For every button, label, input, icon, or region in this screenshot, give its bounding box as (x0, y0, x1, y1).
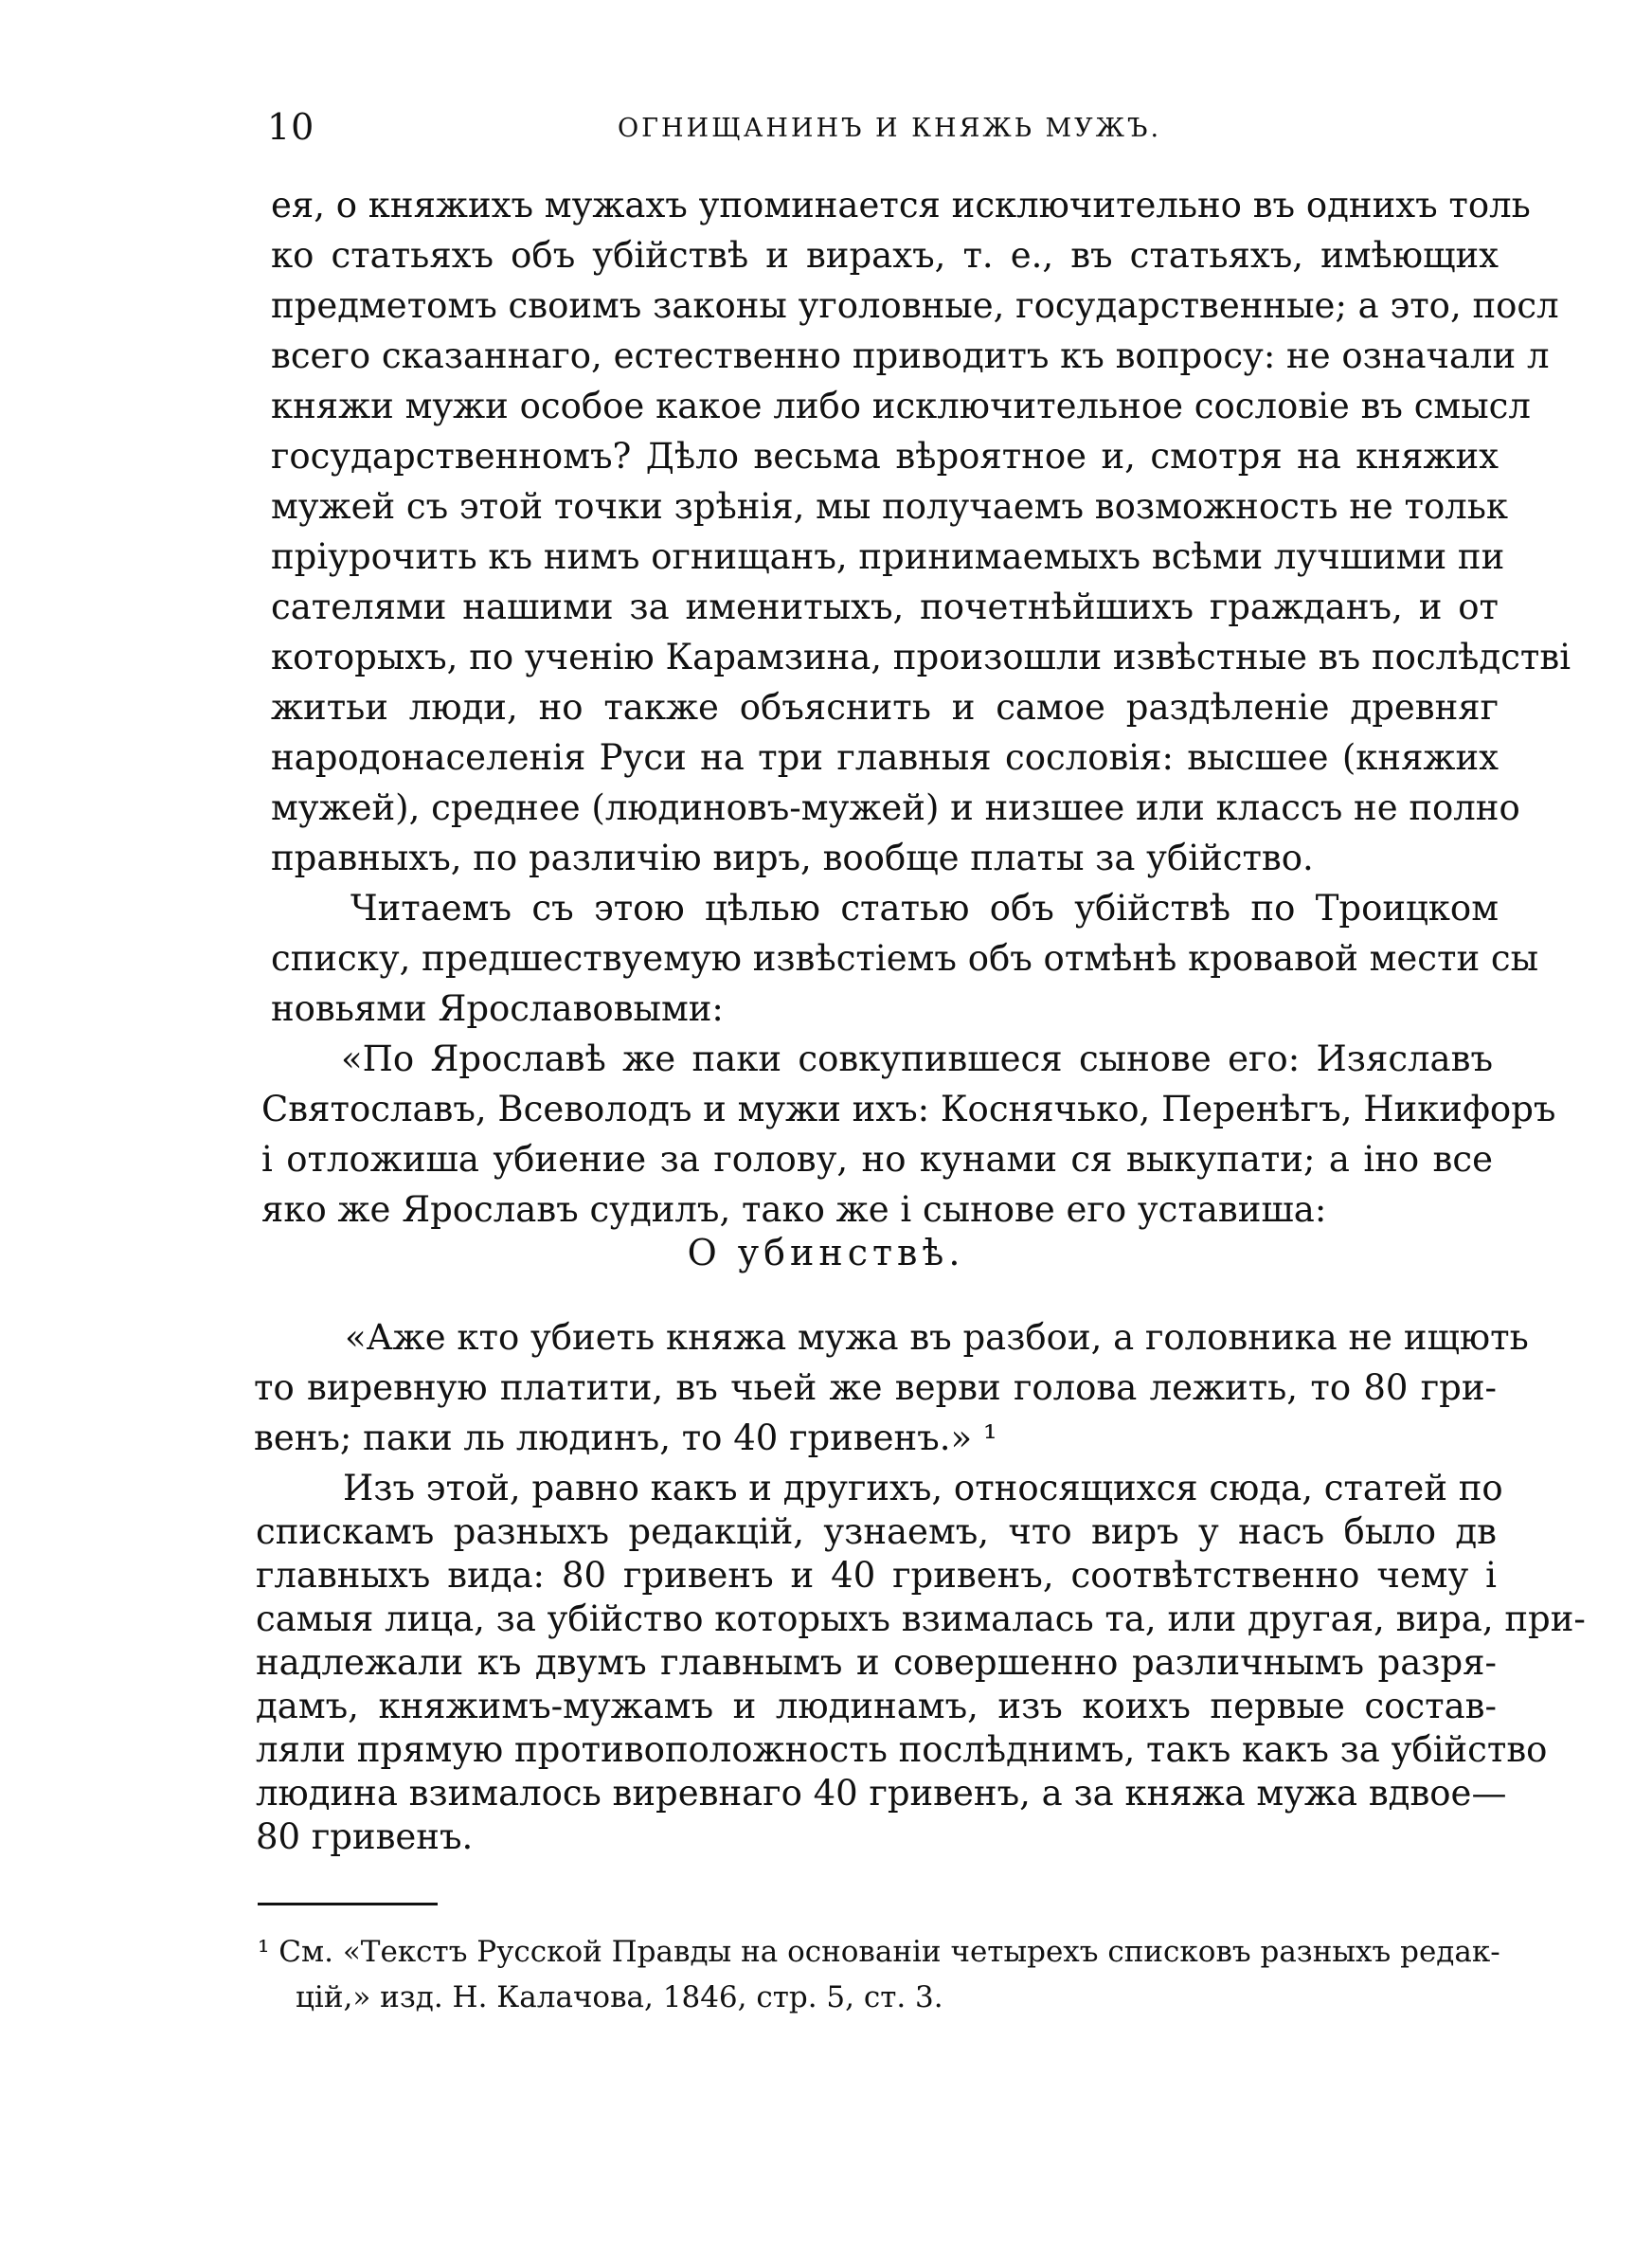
page-number: 10 (267, 106, 315, 148)
text-line: государственномъ? Дѣло весьма вѣроятное и, смотря на княжих (271, 436, 1499, 477)
text-line: списку, предшествуемую извѣстіемъ объ отмѣнѣ кровавой мести сы (271, 938, 1539, 979)
text-line: і отложиша убиение за голову, но кунами ся выкупати; а іно все (261, 1139, 1493, 1180)
text-line: главныхъ вида: 80 гривенъ и 40 гривенъ, соотвѣтственно чему і (256, 1555, 1497, 1596)
text-line: житьи люди, но также объяснить и самое раздѣленіе древняг (271, 687, 1499, 728)
text-line: «По Ярославѣ же паки совкупившеся сынове его: Изяславъ (341, 1038, 1493, 1079)
text-line: предметомъ своимъ законы уголовные, государственные; а это, посл (271, 285, 1559, 326)
text-line: Читаемъ съ этою цѣлью статью объ убійствѣ по Троицком (350, 888, 1499, 929)
text-line: спискамъ разныхъ редакцій, узнаемъ, что виръ у насъ было дв (256, 1511, 1497, 1552)
text-line: сателями нашими за именитыхъ, почетнѣйшихъ гражданъ, и от (271, 587, 1499, 627)
text-line: Изъ этой, равно какъ и другихъ, относящихся сюда, статей по (343, 1468, 1503, 1508)
text-line: ея, о княжихъ мужахъ упоминается исключительно въ однихъ толь (271, 185, 1531, 226)
text-line: новьями Ярославовыми: (271, 988, 724, 1029)
text-line: то виревную платити, въ чьей же верви голова лежить, то 80 гри- (254, 1367, 1497, 1408)
text-line: ко статьяхъ объ убійствѣ и вирахъ, т. е., въ статьяхъ, имѣющих (271, 235, 1499, 276)
text-line: пріурочить къ нимъ огнищанъ, принимаемыхъ всѣми лучшими пи (271, 536, 1505, 577)
text-line: Святославъ, Всеволодъ и мужи ихъ: Коснячько, Перенѣгъ, Никифоръ (261, 1089, 1556, 1129)
section-heading: О убинствѣ. (687, 1232, 965, 1273)
page-header (267, 106, 1404, 153)
text-line: надлежали къ двумъ главнымъ и совершенно различнымъ разря- (256, 1642, 1497, 1683)
text-line: княжи мужи особое какое либо исключительное сословіе въ смысл (271, 386, 1531, 426)
text-line: дамъ, княжимъ-мужамъ и людинамъ, изъ коихъ первые состав- (256, 1686, 1497, 1726)
text-line: народонаселенія Руси на три главныя сословія: высшее (княжих (271, 737, 1499, 778)
text-line: мужей съ этой точки зрѣнія, мы получаемъ возможность не тольк (271, 486, 1509, 527)
text-line: всего сказаннаго, естественно приводитъ къ вопросу: не означали л (271, 335, 1550, 376)
footnote-divider (258, 1903, 438, 1905)
footnote-line: цій,» изд. Н. Калачова, 1846, стр. 5, ст. 3. (296, 1980, 943, 2014)
text-line: яко же Ярославъ судилъ, тако же і сынове его уставиша: (261, 1189, 1327, 1230)
text-line: 80 гривенъ. (256, 1816, 474, 1857)
footnote-line: ¹ См. «Текстъ Русской Правды на основаніи четырехъ списковъ разныхъ редак- (258, 1935, 1500, 1969)
text-line: мужей), среднее (людиновъ-мужей) и низшее или классъ не полно (271, 787, 1520, 828)
text-line: людина взималось виревнаго 40 гривенъ, а за княжа мужа вдвое— (256, 1773, 1507, 1814)
text-line: самыя лица, за убійство которыхъ взималась та, или другая, вира, при- (256, 1598, 1586, 1639)
text-line: венъ; паки ль людинъ, то 40 гривенъ.» ¹ (254, 1417, 997, 1458)
text-line: «Аже кто убиеть княжа мужа въ разбои, а головника не ищють (345, 1317, 1529, 1358)
text-line: правныхъ, по различію виръ, вообще платы за убійство. (271, 838, 1314, 878)
text-line: которыхъ, по ученію Карамзина, произошли извѣстные въ послѣдстві (271, 637, 1571, 677)
running-title: ОГНИЩАНИНЪ И КНЯЖЬ МУЖЪ. (618, 114, 1162, 143)
text-line: ляли прямую противоположность послѣднимъ, такъ какъ за убійство (256, 1729, 1548, 1770)
